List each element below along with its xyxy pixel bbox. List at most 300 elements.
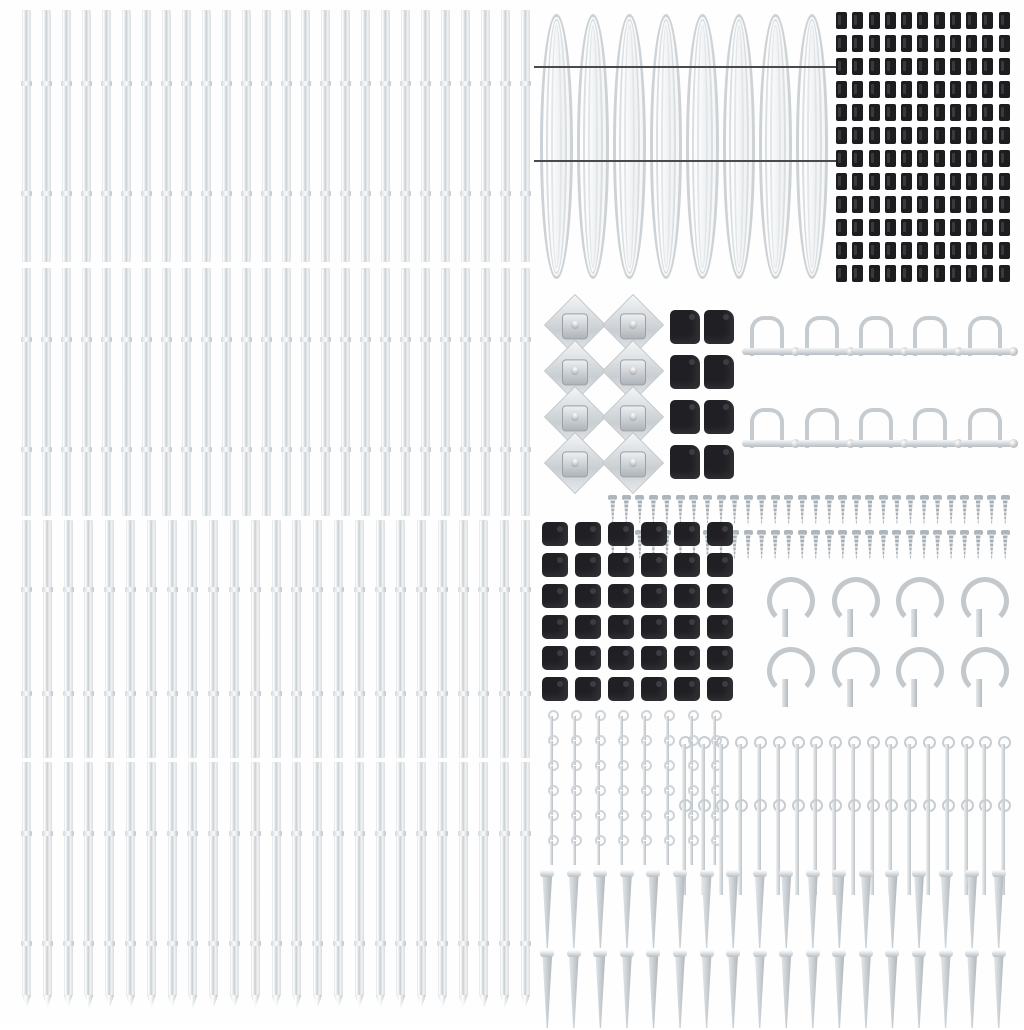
post-band bbox=[380, 337, 391, 342]
u-bolt-bar bbox=[742, 348, 796, 355]
ground-spike bbox=[699, 950, 715, 1028]
wire-clip bbox=[950, 173, 961, 190]
post-band bbox=[141, 191, 152, 196]
post-band bbox=[229, 831, 240, 836]
wire-clip bbox=[869, 173, 880, 190]
wire-clip bbox=[885, 127, 896, 144]
ground-spike bbox=[884, 950, 900, 1028]
wire-clip bbox=[852, 81, 863, 98]
wire-clip bbox=[901, 173, 912, 190]
post-end-cap bbox=[641, 646, 667, 670]
screw-shaft bbox=[840, 499, 845, 525]
hook-ring bbox=[961, 577, 1009, 625]
screw bbox=[881, 530, 886, 560]
ground-spike bbox=[752, 870, 768, 948]
fence-post bbox=[441, 268, 450, 516]
spike-cap bbox=[726, 950, 740, 957]
fence-post bbox=[459, 520, 468, 758]
wire-clip bbox=[836, 219, 847, 236]
post-band bbox=[208, 587, 219, 592]
wire-coil bbox=[577, 14, 610, 279]
post-band bbox=[312, 587, 323, 592]
wire-clip bbox=[966, 81, 977, 98]
spike-cone bbox=[831, 950, 847, 1028]
ground-spike bbox=[938, 950, 954, 1028]
wire-clip bbox=[917, 35, 928, 52]
post-band bbox=[101, 81, 112, 86]
post-band bbox=[400, 191, 411, 196]
wire-clip bbox=[869, 150, 880, 167]
hook-ring bbox=[896, 577, 944, 625]
wire-clip bbox=[917, 81, 928, 98]
post-band bbox=[271, 691, 282, 696]
wire-clip bbox=[950, 58, 961, 75]
fence-post bbox=[142, 268, 151, 516]
fence-post bbox=[230, 762, 239, 996]
screw-shaft bbox=[949, 499, 954, 525]
u-bolt-pin bbox=[851, 408, 905, 464]
screw-shaft bbox=[759, 499, 764, 525]
spike-cap bbox=[806, 870, 820, 877]
post-band bbox=[250, 587, 261, 592]
ground-spike bbox=[858, 950, 874, 1028]
post-band bbox=[400, 81, 411, 86]
wire-clip bbox=[950, 81, 961, 98]
wire-clip bbox=[966, 150, 977, 167]
post-band bbox=[121, 447, 132, 452]
spike-cap bbox=[673, 870, 687, 877]
post-band bbox=[271, 831, 282, 836]
wire-clip bbox=[901, 150, 912, 167]
wire-clip bbox=[869, 219, 880, 236]
post-end-cap bbox=[575, 615, 601, 639]
spike-cap bbox=[646, 950, 660, 957]
post-band bbox=[312, 941, 323, 946]
fence-post bbox=[82, 268, 91, 516]
wire-clip bbox=[836, 150, 847, 167]
post-band bbox=[291, 691, 302, 696]
wire-clip bbox=[934, 196, 945, 213]
screw-shaft bbox=[786, 499, 791, 525]
hook-ring bbox=[832, 647, 880, 695]
post-band bbox=[42, 831, 53, 836]
fence-post bbox=[421, 268, 430, 516]
fence-post bbox=[501, 10, 510, 262]
ground-spike bbox=[805, 870, 821, 948]
spike-cone bbox=[991, 870, 1007, 948]
spike-cone bbox=[752, 870, 768, 948]
post-band bbox=[261, 447, 272, 452]
post-bracket bbox=[544, 432, 606, 494]
wire-clip bbox=[950, 265, 961, 282]
post-band bbox=[63, 587, 74, 592]
post-band bbox=[333, 831, 344, 836]
ground-spike bbox=[619, 950, 635, 1028]
wire-clip bbox=[869, 35, 880, 52]
corner-cap bbox=[704, 310, 734, 344]
fence-post bbox=[334, 762, 343, 996]
screw bbox=[840, 530, 845, 560]
screw-shaft bbox=[746, 499, 751, 525]
wire-clip bbox=[852, 242, 863, 259]
post-band bbox=[81, 81, 92, 86]
spike-cone bbox=[938, 870, 954, 948]
fence-post bbox=[43, 520, 52, 758]
fence-post bbox=[401, 10, 410, 262]
wire-clip bbox=[852, 12, 863, 29]
fence-post bbox=[126, 762, 135, 996]
u-bolt-bar bbox=[851, 440, 905, 447]
u-bolt-bar bbox=[905, 348, 959, 355]
post-band bbox=[21, 941, 32, 946]
post-band bbox=[380, 447, 391, 452]
metal-bracket-group bbox=[546, 302, 662, 486]
spike-cone bbox=[592, 950, 608, 1028]
spike-cap bbox=[992, 870, 1006, 877]
wire-clip bbox=[999, 242, 1010, 259]
screw bbox=[867, 495, 872, 525]
u-bolt-bar bbox=[797, 440, 851, 447]
post-band bbox=[181, 337, 192, 342]
wire-clip bbox=[869, 242, 880, 259]
ground-spike bbox=[725, 950, 741, 1028]
fence-post bbox=[500, 762, 509, 996]
post-end-cap bbox=[608, 553, 634, 577]
coil-tie bbox=[790, 66, 836, 68]
fence-post bbox=[43, 762, 52, 996]
fence-post bbox=[64, 762, 73, 996]
ground-spike bbox=[699, 870, 715, 948]
spike-cone bbox=[752, 950, 768, 1028]
post-band bbox=[380, 81, 391, 86]
wire-clip bbox=[917, 150, 928, 167]
post-band bbox=[81, 337, 92, 342]
post-band bbox=[520, 337, 531, 342]
screw-shaft bbox=[976, 499, 981, 525]
fence-post bbox=[376, 520, 385, 758]
post-band bbox=[104, 691, 115, 696]
fence-post bbox=[361, 10, 370, 262]
wire-clip bbox=[966, 219, 977, 236]
screw-shaft bbox=[1003, 499, 1008, 525]
ring-nail bbox=[571, 835, 578, 865]
post-end-cap bbox=[674, 522, 700, 546]
post-end-cap bbox=[575, 646, 601, 670]
fence-post bbox=[301, 268, 310, 516]
fence-post bbox=[182, 268, 191, 516]
post-band bbox=[375, 691, 386, 696]
post-end-cap bbox=[674, 553, 700, 577]
post-band bbox=[375, 831, 386, 836]
post-band bbox=[208, 941, 219, 946]
wire-coil bbox=[613, 14, 646, 279]
post-band bbox=[300, 337, 311, 342]
post-band bbox=[181, 191, 192, 196]
hook-ring bbox=[767, 647, 815, 695]
fence-post bbox=[521, 762, 530, 996]
fence-post bbox=[230, 520, 239, 758]
wire-clip bbox=[934, 35, 945, 52]
post-band bbox=[221, 337, 232, 342]
post-bracket bbox=[602, 432, 664, 494]
post-end-cap bbox=[707, 553, 733, 577]
wire-clip bbox=[836, 81, 847, 98]
post-end-cap bbox=[641, 615, 667, 639]
post-band bbox=[146, 941, 157, 946]
post-band bbox=[520, 81, 531, 86]
wire-clip bbox=[901, 81, 912, 98]
post-band bbox=[416, 831, 427, 836]
post-end-cap bbox=[608, 522, 634, 546]
post-band bbox=[340, 81, 351, 86]
post-end-cap bbox=[707, 677, 733, 701]
screw bbox=[935, 530, 940, 560]
post-band bbox=[42, 587, 53, 592]
spike-cap bbox=[567, 950, 581, 957]
post-band bbox=[261, 337, 272, 342]
coil-loop bbox=[770, 25, 781, 268]
hook-stem bbox=[911, 609, 917, 637]
spike-cone bbox=[805, 870, 821, 948]
spike-cap bbox=[859, 950, 873, 957]
post-band bbox=[340, 191, 351, 196]
post-band bbox=[420, 447, 431, 452]
u-bolt-pin bbox=[797, 316, 851, 372]
fence-post bbox=[417, 762, 426, 996]
wire-clip bbox=[966, 104, 977, 121]
post-band bbox=[400, 337, 411, 342]
hook-stem bbox=[847, 679, 853, 707]
post-end-cap bbox=[674, 677, 700, 701]
u-bolt-bar bbox=[905, 440, 959, 447]
fence-post bbox=[22, 10, 31, 262]
post-band bbox=[360, 447, 371, 452]
post-band bbox=[281, 81, 292, 86]
wire-clip bbox=[869, 12, 880, 29]
u-bolt-bar bbox=[851, 348, 905, 355]
screw-shaft bbox=[908, 534, 913, 560]
spike-cap bbox=[992, 950, 1006, 957]
wire-clip bbox=[982, 58, 993, 75]
wire-clip bbox=[901, 265, 912, 282]
wire-clip bbox=[982, 265, 993, 282]
wire-clip bbox=[885, 104, 896, 121]
wire-clip bbox=[852, 35, 863, 52]
post-band bbox=[101, 447, 112, 452]
post-band bbox=[420, 81, 431, 86]
spike-cone bbox=[725, 870, 741, 948]
hook-ring bbox=[767, 577, 815, 625]
post-band bbox=[21, 831, 32, 836]
post-band bbox=[21, 191, 32, 196]
wire-clip bbox=[982, 242, 993, 259]
screw-shaft bbox=[827, 499, 832, 525]
spike-cone bbox=[539, 950, 555, 1028]
fence-post bbox=[461, 268, 470, 516]
spike-cone bbox=[991, 950, 1007, 1028]
u-bolt-pin bbox=[960, 408, 1014, 464]
post-band bbox=[42, 691, 53, 696]
fence-post bbox=[209, 520, 218, 758]
spike-cone bbox=[645, 950, 661, 1028]
post-band bbox=[499, 831, 510, 836]
wire-clip bbox=[982, 219, 993, 236]
fence-post bbox=[182, 10, 191, 262]
wire-clip bbox=[836, 265, 847, 282]
spike-cap bbox=[912, 870, 926, 877]
wire-clip bbox=[999, 150, 1010, 167]
post-end-cap bbox=[707, 522, 733, 546]
post-band bbox=[340, 447, 351, 452]
screw-shaft bbox=[786, 534, 791, 560]
ground-spike bbox=[938, 870, 954, 948]
wire-clip bbox=[836, 58, 847, 75]
fence-post bbox=[142, 10, 151, 262]
wire-clip bbox=[934, 242, 945, 259]
screw bbox=[813, 530, 818, 560]
screw bbox=[813, 495, 818, 525]
black-end-cap-grid bbox=[538, 518, 736, 704]
wire-clip bbox=[836, 242, 847, 259]
wire-coil-group bbox=[540, 14, 830, 286]
fence-post bbox=[381, 10, 390, 262]
fence-post bbox=[162, 10, 171, 262]
post-band bbox=[320, 81, 331, 86]
post-band bbox=[208, 831, 219, 836]
screw-shaft bbox=[800, 534, 805, 560]
wire-clip bbox=[999, 58, 1010, 75]
screw bbox=[881, 495, 886, 525]
coil-loop bbox=[807, 25, 818, 268]
post-band bbox=[460, 337, 471, 342]
wire-clip bbox=[999, 265, 1010, 282]
fence-post bbox=[396, 762, 405, 996]
wire-clip bbox=[917, 104, 928, 121]
ground-spike bbox=[566, 950, 582, 1028]
ground-spike bbox=[831, 950, 847, 1028]
spike-cap bbox=[885, 870, 899, 877]
ground-spike bbox=[539, 950, 555, 1028]
screw bbox=[908, 530, 913, 560]
post-band bbox=[480, 191, 491, 196]
wire-clip bbox=[934, 58, 945, 75]
hook-ring bbox=[832, 577, 880, 625]
screw-shaft bbox=[840, 534, 845, 560]
ring-hook bbox=[892, 647, 938, 707]
wire-clip bbox=[999, 196, 1010, 213]
u-bolt-bar bbox=[960, 440, 1014, 447]
post-band bbox=[104, 587, 115, 592]
wire-clip bbox=[836, 127, 847, 144]
post-band bbox=[41, 191, 52, 196]
screw-shaft bbox=[813, 534, 818, 560]
u-bolt-pin bbox=[797, 408, 851, 464]
post-band bbox=[375, 941, 386, 946]
fence-post bbox=[262, 268, 271, 516]
spike-cone bbox=[858, 950, 874, 1028]
wire-clip bbox=[950, 127, 961, 144]
wire-clip bbox=[934, 127, 945, 144]
post-end-cap bbox=[674, 584, 700, 608]
spike-cap bbox=[912, 950, 926, 957]
post-band bbox=[141, 447, 152, 452]
fence-post bbox=[521, 268, 530, 516]
post-band bbox=[41, 81, 52, 86]
screw bbox=[867, 530, 872, 560]
fence-post bbox=[122, 10, 131, 262]
post-end-cap bbox=[575, 584, 601, 608]
post-band bbox=[458, 941, 469, 946]
screw-shaft bbox=[935, 499, 940, 525]
ground-spike bbox=[805, 950, 821, 1028]
post-end-cap bbox=[707, 584, 733, 608]
wire-clip bbox=[966, 127, 977, 144]
post-band bbox=[360, 81, 371, 86]
wire-coil bbox=[686, 14, 719, 279]
screw-shaft bbox=[894, 499, 899, 525]
fence-post bbox=[479, 520, 488, 758]
spike-cone bbox=[539, 870, 555, 948]
screw bbox=[854, 530, 859, 560]
fence-post bbox=[188, 762, 197, 996]
ground-spike bbox=[752, 950, 768, 1028]
coil-loop bbox=[588, 25, 599, 268]
post-end-cap bbox=[542, 584, 568, 608]
post-band bbox=[208, 691, 219, 696]
post-band bbox=[63, 941, 74, 946]
post-band bbox=[146, 691, 157, 696]
post-band bbox=[354, 941, 365, 946]
wire-clip bbox=[917, 242, 928, 259]
ring-hook bbox=[763, 647, 809, 707]
post-end-cap bbox=[575, 522, 601, 546]
coil-loop bbox=[734, 25, 745, 268]
fence-post bbox=[22, 268, 31, 516]
fence-post bbox=[481, 10, 490, 262]
wire-clip bbox=[934, 219, 945, 236]
spike-cone bbox=[566, 950, 582, 1028]
post-band bbox=[333, 691, 344, 696]
fence-post bbox=[521, 10, 530, 262]
fence-post bbox=[22, 762, 31, 996]
post-end-cap bbox=[641, 677, 667, 701]
screw bbox=[800, 530, 805, 560]
wire-clip bbox=[999, 81, 1010, 98]
spike-cap bbox=[593, 950, 607, 957]
spike-cap bbox=[673, 950, 687, 957]
fence-post bbox=[202, 268, 211, 516]
post-band bbox=[42, 941, 53, 946]
spike-cap bbox=[965, 870, 979, 877]
post-end-cap bbox=[641, 522, 667, 546]
wire-clip bbox=[950, 35, 961, 52]
post-band bbox=[63, 831, 74, 836]
post-end-cap bbox=[641, 553, 667, 577]
post-band bbox=[375, 587, 386, 592]
post-band bbox=[221, 81, 232, 86]
fence-post bbox=[272, 520, 281, 758]
u-bolt-pin bbox=[905, 408, 959, 464]
screw-shaft bbox=[854, 499, 859, 525]
ground-spike bbox=[672, 950, 688, 1028]
post-band bbox=[201, 447, 212, 452]
post-band bbox=[187, 587, 198, 592]
post-band bbox=[181, 447, 192, 452]
post-band bbox=[101, 191, 112, 196]
post-band bbox=[340, 337, 351, 342]
wire-clip bbox=[982, 150, 993, 167]
wire-clip bbox=[901, 196, 912, 213]
